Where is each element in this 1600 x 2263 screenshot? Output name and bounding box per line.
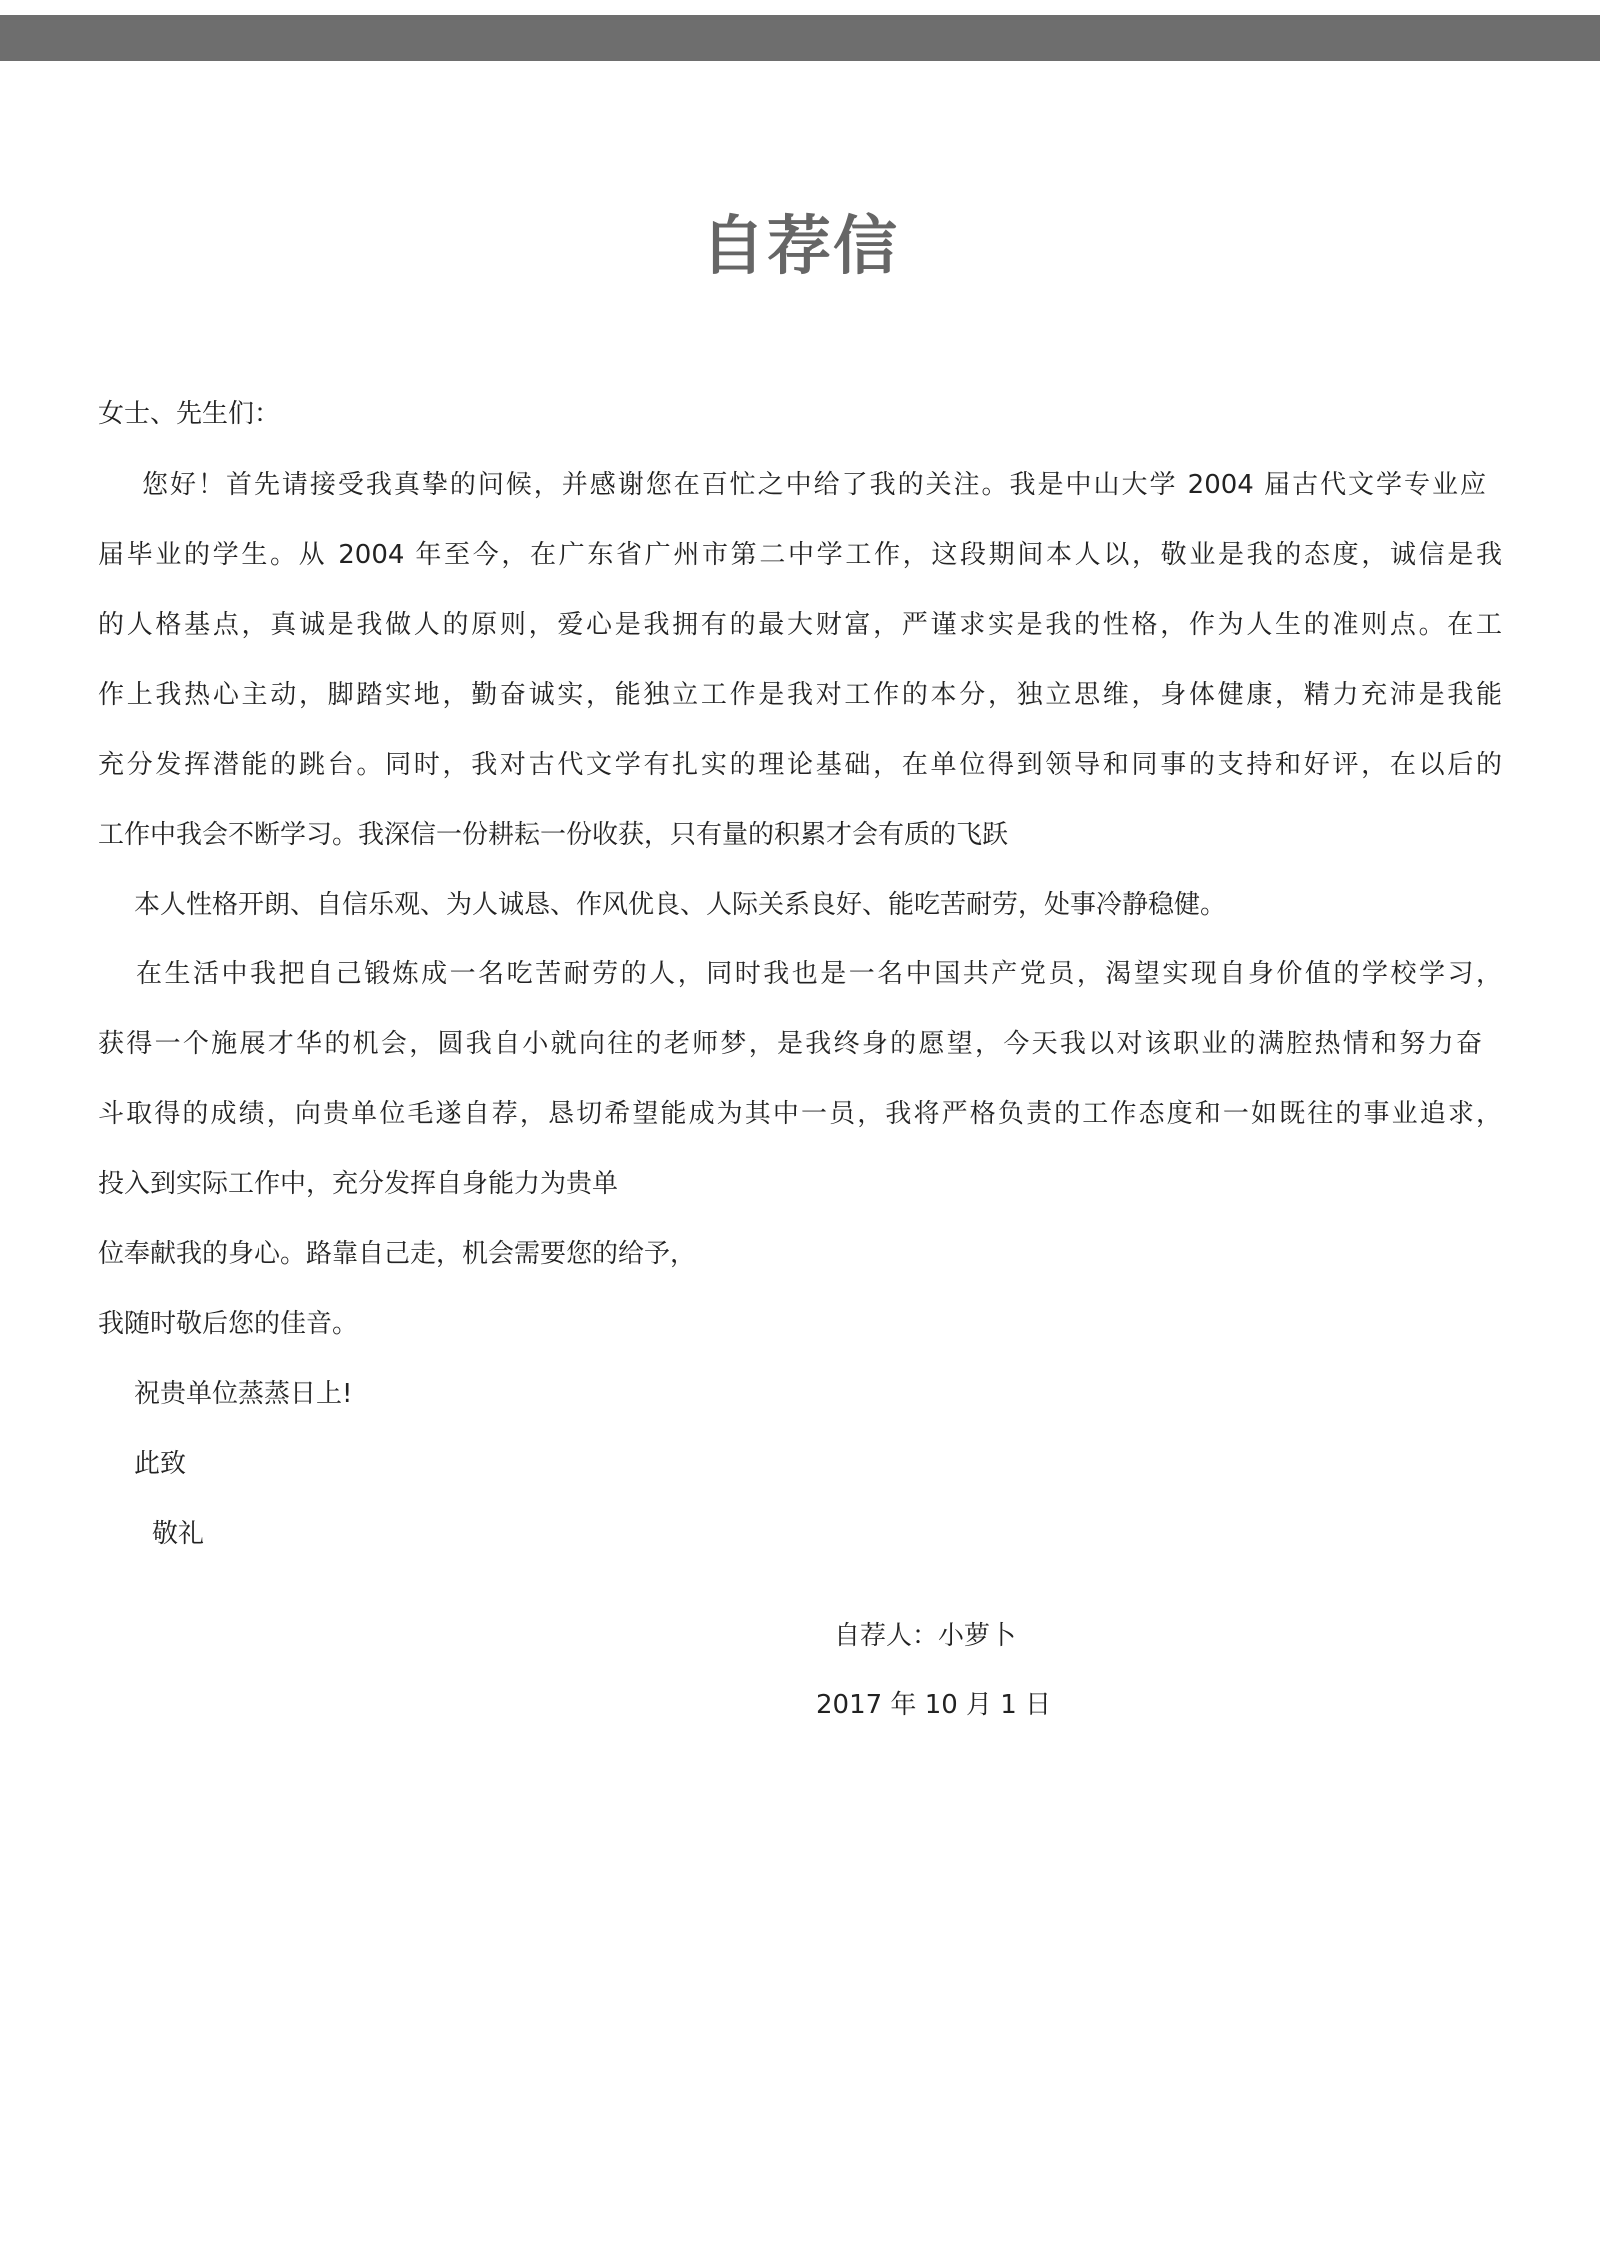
- closing-wish: 祝贵单位蒸蒸日上!: [134, 1379, 353, 1409]
- body-line: 投入到实际工作中，充分发挥自身能力为贵单: [98, 1169, 619, 1199]
- signature: 自荐人：小萝卜: [834, 1621, 1017, 1651]
- body-line: 位奉献我的身心。路靠自己走，机会需要您的给予，: [98, 1239, 697, 1269]
- body-line: 作上我热心主动，脚踏实地，勤奋诚实，能独立工作是我对工作的本分，独立思维，身体健康，精力充沛是我能: [98, 680, 1502, 710]
- body-line: 的人格基点，真诚是我做人的原则，爱心是我拥有的最大财富，严谨求实是我的性格，作为人生的准则点。在工: [98, 610, 1502, 640]
- closing-salutation: 此致: [134, 1449, 187, 1479]
- closing-regards: 敬礼: [152, 1519, 205, 1549]
- body-line: 本人性格开朗、自信乐观、为人诚恳、作风优良、人际关系良好、能吃苦耐劳，处事冷静稳健。: [134, 890, 1227, 920]
- salutation: 女士、先生们：: [98, 399, 281, 429]
- body-line: 获得一个施展才华的机会，圆我自小就向往的老师梦，是我终身的愿望，今天我以对该职业的满腔热情和努力奋: [98, 1029, 1482, 1059]
- body-line: 在生活中我把自己锻炼成一名吃苦耐劳的人，同时我也是一名中国共产党员，渴望实现自身价值的学校学习，: [136, 959, 1502, 989]
- body-line: 我随时敬后您的佳音。: [98, 1309, 359, 1339]
- body-line: 工作中我会不断学习。我深信一份耕耘一份收获，只有量的积累才会有质的飞跃: [98, 820, 1009, 850]
- date: 2017 年 10 月 1 日: [816, 1690, 1052, 1720]
- body-line: 斗取得的成绩，向贵单位毛遂自荐，恳切希望能成为其中一员，我将严格负责的工作态度和一如既往的事业追求，: [98, 1099, 1502, 1129]
- body-line: 届毕业的学生。从 2004 年至今，在广东省广州市第二中学工作，这段期间本人以，敬业是我的态度，诚信是我: [98, 540, 1502, 570]
- body-line: 您好！首先请接受我真挚的问候，并感谢您在百忙之中给了我的关注。我是中山大学 2004 届古代文学专业应: [142, 470, 1486, 500]
- document-title: 自荐信: [701, 210, 899, 284]
- header-bar: [0, 15, 1600, 61]
- body-line: 充分发挥潜能的跳台。同时，我对古代文学有扎实的理论基础，在单位得到领导和同事的支持和好评，在以后的: [98, 750, 1502, 780]
